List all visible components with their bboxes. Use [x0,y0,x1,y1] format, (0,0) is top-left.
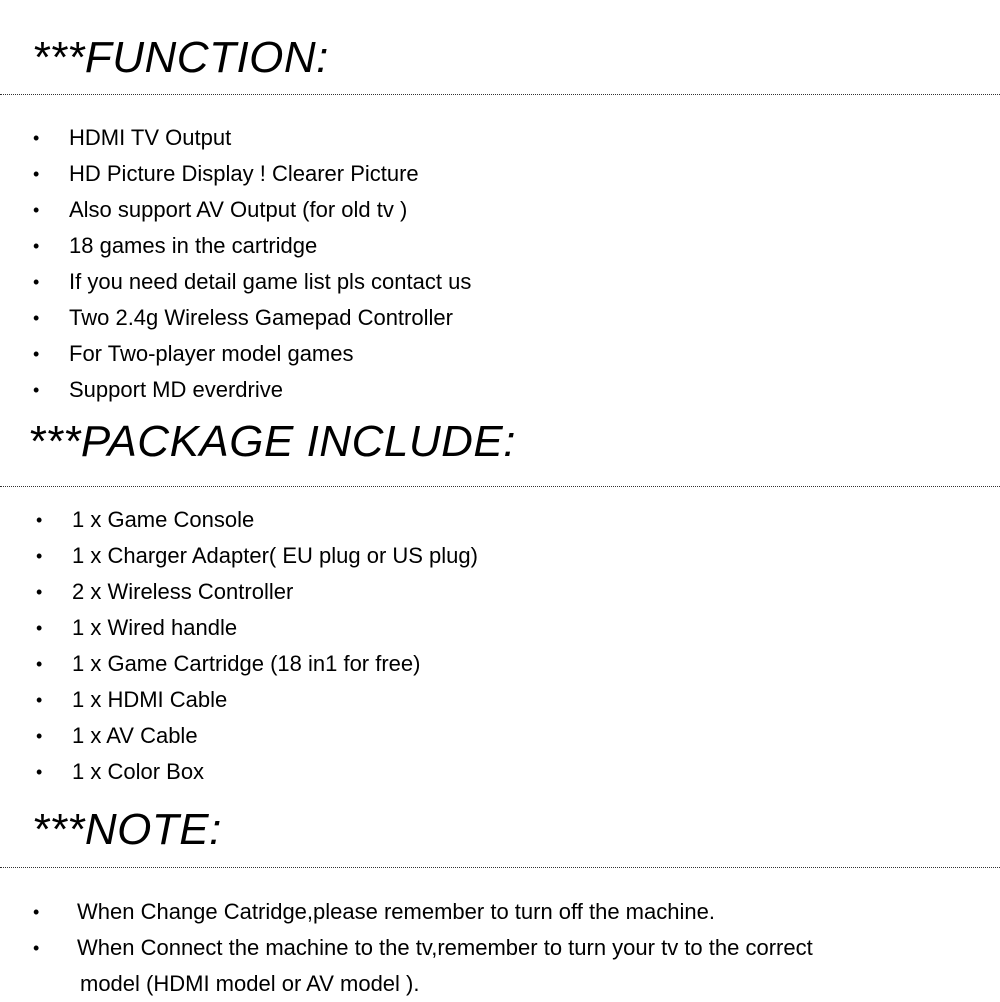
list-item-text: If you need detail game list pls contact us [69,269,472,294]
list-item [0,574,1000,610]
list-item-text: 1 x Game Console [72,507,255,532]
list-item-text: When Change Catridge,please remember to turn off the machine. [77,899,715,924]
list-item [0,120,1000,156]
list-item [0,894,1000,930]
list-item-text: Support MD everdrive [69,377,283,402]
bullet-icon: • [36,618,43,638]
list-item [0,300,1000,336]
bullet-icon: • [33,380,40,400]
note-heading: ***NOTE: [32,805,222,854]
list-item-text: 2 x Wireless Controller [72,579,294,604]
note-list [0,894,1000,1002]
list-item-text: 1 x Wired handle [72,615,238,640]
list-item-text: Two 2.4g Wireless Gamepad Controller [69,305,453,330]
list-item-text: 1 x Color Box [72,759,205,784]
function-heading: ***FUNCTION: [32,33,329,82]
list-item [0,228,1000,264]
list-item-text: When Connect the machine to the tv,remember to turn your tv to the correct [77,935,813,960]
bullet-icon: • [33,200,40,220]
list-item [0,502,1000,538]
list-item [0,754,1000,790]
list-item [0,264,1000,300]
list-item-text: 1 x Game Cartridge (18 in1 for free) [72,651,421,676]
list-item-text: HDMI TV Output [69,125,232,150]
list-item [0,682,1000,718]
list-item [0,930,1000,966]
list-item [0,538,1000,574]
list-item-text: 1 x AV Cable [72,723,198,748]
bullet-icon: • [36,654,43,674]
list-item-continuation [0,966,1000,1002]
list-item [0,192,1000,228]
bullet-icon: • [36,510,43,530]
bullet-icon: • [33,938,40,958]
bullet-icon: • [33,164,40,184]
bullet-icon: • [33,308,40,328]
list-item-text: 1 x Charger Adapter( EU plug or US plug) [72,543,478,568]
list-item-text: model (HDMI model or AV model ). [80,971,420,996]
bullet-icon: • [36,690,43,710]
function-list [0,120,1000,408]
package-divider [0,486,1000,487]
bullet-icon: • [33,272,40,292]
bullet-icon: • [33,344,40,364]
list-item [0,610,1000,646]
bullet-icon: • [36,546,43,566]
list-item-text: Also support AV Output (for old tv ) [69,197,408,222]
note-divider [0,867,1000,868]
list-item [0,718,1000,754]
function-divider [0,94,1000,95]
bullet-icon: • [36,726,43,746]
bullet-icon: • [33,236,40,256]
bullet-icon: • [33,902,40,922]
list-item-text: 18 games in the cartridge [69,233,318,258]
bullet-icon: • [33,128,40,148]
list-item [0,156,1000,192]
list-item-text: 1 x HDMI Cable [72,687,228,712]
list-item [0,336,1000,372]
package-list [0,502,1000,790]
list-item-text: For Two-player model games [69,341,354,366]
list-item [0,372,1000,408]
list-item-text: HD Picture Display ! Clearer Picture [69,161,419,186]
list-item [0,646,1000,682]
bullet-icon: • [36,582,43,602]
bullet-icon: • [36,762,43,782]
package-heading: ***PACKAGE INCLUDE: [28,417,516,466]
